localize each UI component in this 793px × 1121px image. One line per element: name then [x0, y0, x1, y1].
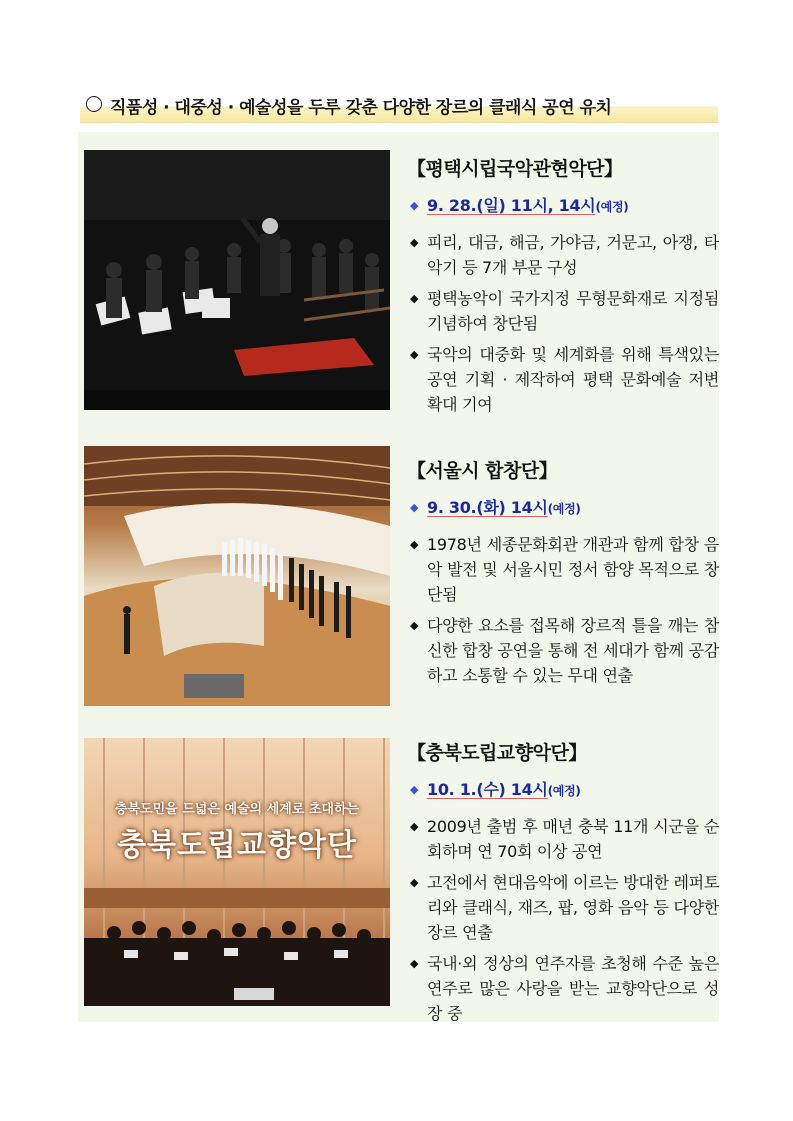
diamond-bullet-icon: ◆ [410, 876, 419, 889]
description-item: ◆ 고전에서 현대음악에 이르는 방대한 레퍼토리와 클래식, 재즈, 팝, 영화 음악 등 다양한 장르 연출 [407, 870, 719, 945]
diamond-bullet-icon: ◆ [410, 820, 419, 833]
description-item: ◆ 평택농악이 국가지정 무형문화재로 지정됨 기념하여 창단됨 [407, 286, 719, 336]
description-item: ◆ 국악의 대중화 및 세계화를 위해 특색있는 공연 기획 · 제작하여 평택 문화예술 저변 확대 기여 [407, 342, 719, 417]
diamond-bullet-icon: ◆ [410, 957, 419, 970]
performance-date: ◆ 9. 30.(화) 14시(예정) [407, 495, 719, 522]
section-header [80, 92, 718, 123]
performance-date: ◆ 9. 28.(일) 11시, 14시(예정) [407, 193, 719, 220]
performance-item [78, 738, 719, 1023]
diamond-bullet-icon: ◆ [410, 348, 419, 361]
symphony-photo [84, 738, 390, 1006]
description-item: ◆ 1978년 세종문화회관 개관과 함께 합창 음악 발전 및 서울시민 정서 함양 목적으로 창단됨 [407, 532, 719, 607]
performance-info [407, 456, 719, 694]
performance-info [407, 738, 719, 1032]
diamond-bullet-icon: ◆ [410, 292, 419, 305]
performance-info [407, 154, 719, 423]
description-item: ◆ 다양한 요소를 접목해 장르적 틀을 깨는 참신한 합창 공연을 통해 전 세대가 함께 공감하고 소통할 수 있는 무대 연출 [407, 613, 719, 688]
ensemble-name: 【충북도립교향악단】 [407, 742, 587, 764]
performance-item [78, 446, 719, 708]
performance-item [78, 150, 719, 412]
performance-panel [78, 132, 719, 1022]
performance-date: ◆ 10. 1.(수) 14시(예정) [407, 777, 719, 804]
ensemble-name: 【서울시 합창단】 [407, 460, 558, 482]
diamond-bullet-icon: ◆ [410, 538, 419, 551]
photo-caption-title: 충북도립교향악단 [117, 828, 357, 863]
orchestra-photo [84, 150, 390, 410]
diamond-bullet-icon: ◆ [410, 619, 419, 632]
gugak-orchestra-illustration [84, 150, 390, 410]
diamond-bullet-icon: ◆ [410, 783, 419, 796]
description-item: ◆ 2009년 출범 후 매년 충북 11개 시군을 순회하며 연 70회 이상 공연 [407, 814, 719, 864]
ensemble-name: 【평택시립국악관현악단】 [407, 158, 623, 180]
diamond-bullet-icon: ◆ [410, 236, 419, 249]
photo-caption-subtitle: 충북도민을 드넓은 예술의 세계로 초대하는 [114, 802, 360, 817]
symphony-hall-illustration [84, 738, 390, 1006]
choir-photo [84, 446, 390, 706]
description-item: ◆ 국내·외 정상의 연주자를 초청해 수준 높은 연주로 많은 사랑을 받는 교향악단으로 성장 중 [407, 951, 719, 1026]
diamond-bullet-icon: ◆ [410, 199, 419, 212]
circle-bullet-icon [86, 96, 102, 112]
diamond-bullet-icon: ◆ [410, 501, 419, 514]
choir-hall-illustration [84, 446, 390, 706]
section-title: 직품성 · 대중성 · 예술성을 두루 갖춘 다양한 장르의 클래식 공연 유치 [110, 98, 612, 118]
description-item: ◆ 피리, 대금, 해금, 가야금, 거문고, 아쟁, 타악기 등 7개 부문 구성 [407, 230, 719, 280]
